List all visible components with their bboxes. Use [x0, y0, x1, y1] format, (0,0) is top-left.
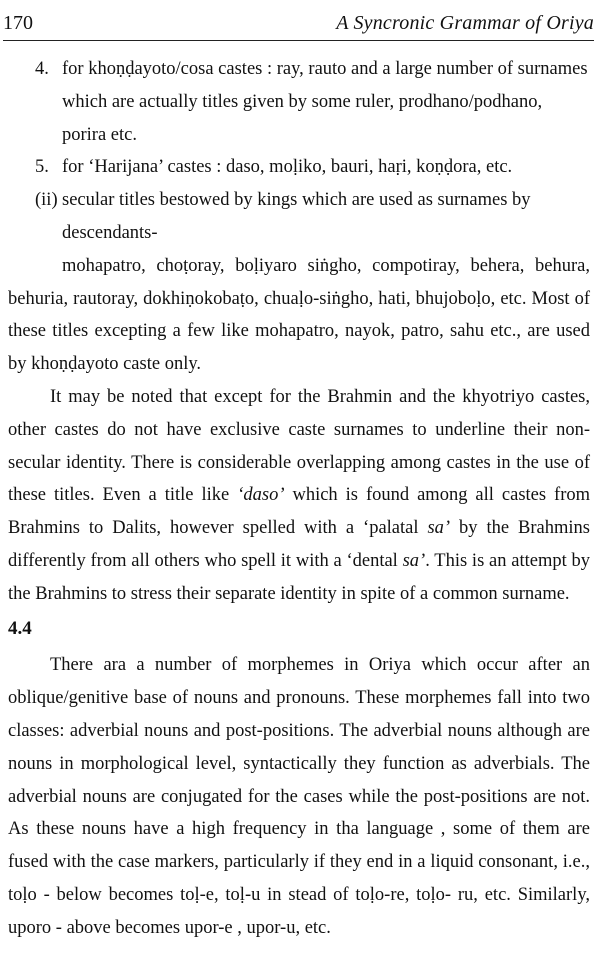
list-item-text: for ‘Harijana’ castes : daso, moḷiko, bauri, haṛi, koṇḍora, etc. [62, 157, 513, 178]
titles-paragraph [8, 250, 590, 381]
paragraph-text: It may be noted that except for the Brahmin and the khyotriyo castes, other castes do not have exclusive caste surnames to underline their non-secular identity. There is considerable overlapping among castes in the use of these titles. Even a title like [8, 386, 590, 506]
italic-term: sa’ [427, 518, 451, 539]
body-paragraph [8, 381, 590, 611]
list-item [8, 151, 590, 184]
page-number: 170 [3, 12, 33, 34]
list-item-text: secular titles bestowed by kings which are used as surnames by descendants- [62, 190, 531, 243]
italic-term: sa’ [402, 550, 426, 571]
body-paragraph [8, 649, 590, 944]
running-title: A Syncronic Grammar of Oriya [336, 12, 594, 34]
list-item-number: (ii) [35, 190, 58, 211]
list-item-text: for khoṇḍayoto/cosa castes : ray, rauto and a large number of surnames which are actually titles given by some ruler, prodhano/podhano, porira etc. [62, 59, 588, 145]
section-heading: 4.4 [8, 617, 32, 639]
italic-term: ‘daso’ [237, 485, 285, 506]
list-item-number: 4. [35, 59, 49, 79]
paragraph-text: There ara a number of morphemes in Oriya which occur after an oblique/genitive base of nouns and pronouns. These morphemes fall into two classes: adverbial nouns and post-positions. The adverbial nouns although are nouns in morphological level, syntactically they function as adverbials. The adverbial nouns are conjugated for the cases while the post-positions are not. As these nouns have a high frequency in tha language , some of them are fused with the case markers, particularly if they end in a liquid consonant, i.e., toḷo - below becomes toḷ-e, toḷ-u in stead of toḷo-re, toḷo- ru, etc. Similarly, uporo - above becomes upor-e , upor-u, etc. [8, 655, 590, 938]
list-item [8, 53, 590, 151]
page-header [3, 10, 594, 41]
titles-paragraph-text: mohapatro, choṭoray, boḷiyaro siṅgho, compotiray, behera, behura, behuria, rautoray, dokhiṇokobaṭo, chuaḷo-siṅgho, hati, bhujoboḷo, etc. Most of these titles excepting a few like mohapatro, nayok, patro, sahu etc., are used by khoṇḍayoto caste only. [8, 255, 590, 375]
paragraph-text: which is found among all castes from Brahmins to Dalits, however spelled with a ‘palatal [8, 485, 591, 539]
paragraph-text: by the Brahmins differently from all others who spell it with a ‘dental [8, 518, 590, 571]
paragraph-text: . This is an attempt by the Brahmins to stress their separate identity in spite of a common surname. [8, 550, 590, 604]
page-body [8, 53, 590, 945]
list-item-number: 5. [35, 157, 49, 178]
list-item [8, 184, 590, 250]
